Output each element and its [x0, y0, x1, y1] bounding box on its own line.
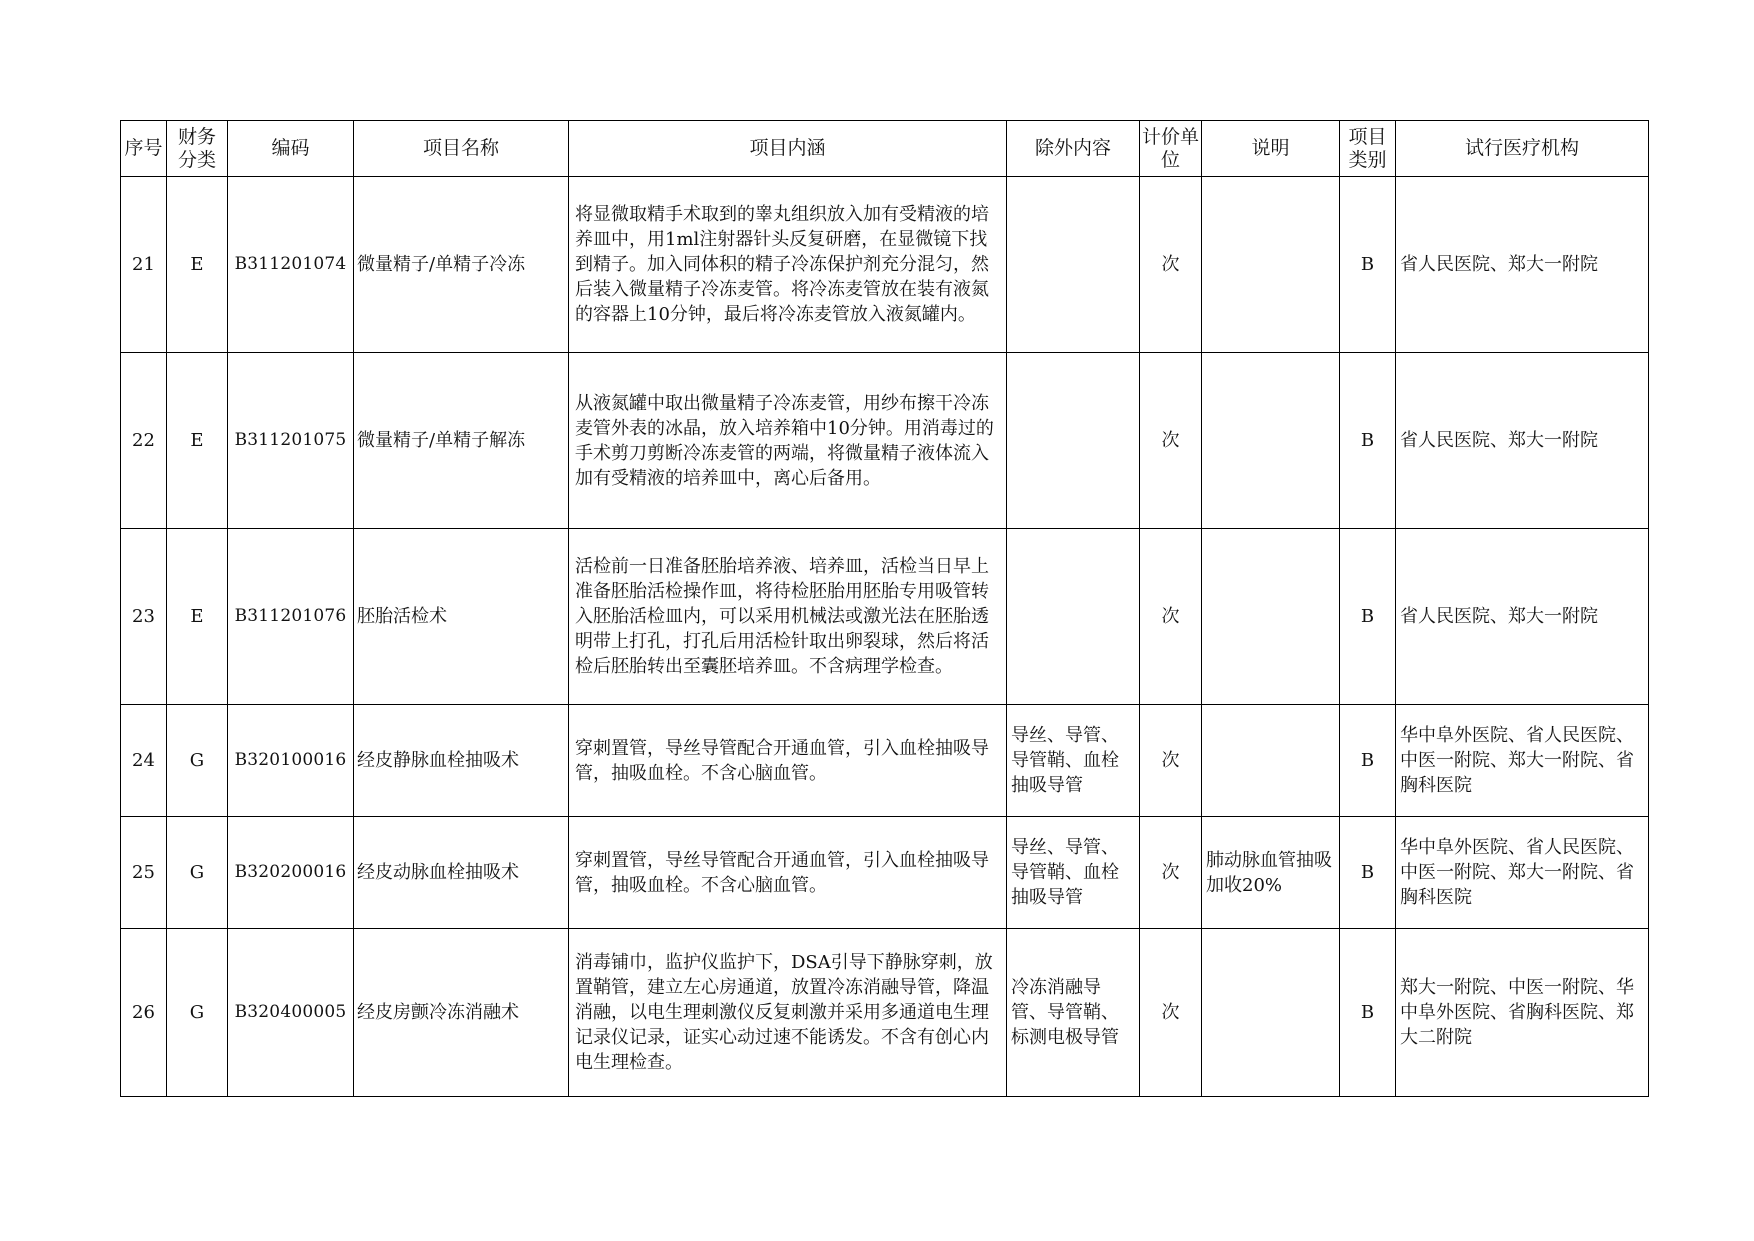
cell-finance-category: E [167, 353, 228, 529]
cell-excluded-content [1007, 177, 1140, 353]
cell-item-content: 穿刺置管，导丝导管配合开通血管，引入血栓抽吸导管，抽吸血栓。不含心脑血管。 [569, 817, 1007, 929]
cell-note [1202, 529, 1340, 705]
header-finance-category: 财务分类 [167, 121, 228, 177]
header-seq: 序号 [121, 121, 167, 177]
cell-item-name: 胚胎活检术 [354, 529, 569, 705]
table-header-row [121, 121, 1649, 177]
cell-finance-category: G [167, 817, 228, 929]
cell-seq: 23 [121, 529, 167, 705]
cell-seq: 26 [121, 929, 167, 1097]
cell-excluded-content [1007, 529, 1140, 705]
cell-finance-category: G [167, 929, 228, 1097]
header-item-type: 项目类别 [1340, 121, 1396, 177]
cell-item-name: 经皮静脉血栓抽吸术 [354, 705, 569, 817]
medical-fee-table [120, 120, 1649, 1097]
cell-code: B320200016 [228, 817, 354, 929]
cell-note [1202, 177, 1340, 353]
cell-code: B311201074 [228, 177, 354, 353]
cell-note: 肺动脉血管抽吸加收20% [1202, 817, 1340, 929]
cell-item-content: 从液氮罐中取出微量精子冷冻麦管，用纱布擦干冷冻麦管外表的冰晶，放入培养箱中10分钟。用消毒过的手术剪刀剪断冷冻麦管的两端，将微量精子液体流入加有受精液的培养皿中，离心后备用。 [569, 353, 1007, 529]
cell-item-content: 活检前一日准备胚胎培养液、培养皿，活检当日早上准备胚胎活检操作皿，将待检胚胎用胚胎专用吸管转入胚胎活检皿内，可以采用机械法或激光法在胚胎透明带上打孔，打孔后用活检针取出卵裂球，然后将活检后胚胎转出至囊胚培养皿。不含病理学检查。 [569, 529, 1007, 705]
table-row [121, 817, 1649, 929]
table-row [121, 353, 1649, 529]
cell-excluded-content: 导丝、导管、导管鞘、血栓抽吸导管 [1007, 817, 1140, 929]
header-item-name: 项目名称 [354, 121, 569, 177]
header-code: 编码 [228, 121, 354, 177]
cell-code: B320100016 [228, 705, 354, 817]
cell-item-name: 微量精子/单精子冷冻 [354, 177, 569, 353]
cell-code: B320400005 [228, 929, 354, 1097]
cell-finance-category: E [167, 529, 228, 705]
cell-item-type: B [1340, 705, 1396, 817]
cell-item-name: 微量精子/单精子解冻 [354, 353, 569, 529]
cell-pricing-unit: 次 [1140, 529, 1202, 705]
header-pilot-hospitals: 试行医疗机构 [1396, 121, 1649, 177]
table-row [121, 529, 1649, 705]
cell-note [1202, 929, 1340, 1097]
cell-code: B311201076 [228, 529, 354, 705]
cell-item-name: 经皮动脉血栓抽吸术 [354, 817, 569, 929]
cell-item-content: 消毒铺巾，监护仪监护下，DSA引导下静脉穿刺，放置鞘管，建立左心房通道，放置冷冻消融导管，降温消融，以电生理刺激仪反复刺激并采用多通道电生理记录仪记录，证实心动过速不能诱发。不含有创心内电生理检查。 [569, 929, 1007, 1097]
cell-pilot-hospitals: 华中阜外医院、省人民医院、中医一附院、郑大一附院、省胸科医院 [1396, 705, 1649, 817]
cell-pricing-unit: 次 [1140, 929, 1202, 1097]
cell-pilot-hospitals: 华中阜外医院、省人民医院、中医一附院、郑大一附院、省胸科医院 [1396, 817, 1649, 929]
cell-excluded-content: 冷冻消融导管、导管鞘、标测电极导管 [1007, 929, 1140, 1097]
header-pricing-unit: 计价单位 [1140, 121, 1202, 177]
table-row [121, 929, 1649, 1097]
header-excluded-content: 除外内容 [1007, 121, 1140, 177]
cell-excluded-content: 导丝、导管、导管鞘、血栓抽吸导管 [1007, 705, 1140, 817]
cell-code: B311201075 [228, 353, 354, 529]
cell-seq: 22 [121, 353, 167, 529]
cell-pricing-unit: 次 [1140, 177, 1202, 353]
header-note: 说明 [1202, 121, 1340, 177]
cell-item-type: B [1340, 929, 1396, 1097]
cell-item-type: B [1340, 529, 1396, 705]
cell-item-name: 经皮房颤冷冻消融术 [354, 929, 569, 1097]
cell-item-content: 穿刺置管，导丝导管配合开通血管，引入血栓抽吸导管，抽吸血栓。不含心脑血管。 [569, 705, 1007, 817]
cell-excluded-content [1007, 353, 1140, 529]
cell-seq: 21 [121, 177, 167, 353]
cell-finance-category: G [167, 705, 228, 817]
cell-pilot-hospitals: 省人民医院、郑大一附院 [1396, 353, 1649, 529]
cell-item-type: B [1340, 353, 1396, 529]
table-row [121, 705, 1649, 817]
cell-note [1202, 353, 1340, 529]
cell-pilot-hospitals: 省人民医院、郑大一附院 [1396, 529, 1649, 705]
cell-item-type: B [1340, 177, 1396, 353]
header-item-content: 项目内涵 [569, 121, 1007, 177]
cell-note [1202, 705, 1340, 817]
cell-item-content: 将显微取精手术取到的睾丸组织放入加有受精液的培养皿中，用1ml注射器针头反复研磨，在显微镜下找到精子。加入同体积的精子冷冻保护剂充分混匀，然后装入微量精子冷冻麦管。将冷冻麦管放在装有液氮的容器上10分钟，最后将冷冻麦管放入液氮罐内。 [569, 177, 1007, 353]
cell-finance-category: E [167, 177, 228, 353]
cell-pricing-unit: 次 [1140, 353, 1202, 529]
cell-item-type: B [1340, 817, 1396, 929]
cell-pricing-unit: 次 [1140, 705, 1202, 817]
cell-pilot-hospitals: 郑大一附院、中医一附院、华中阜外医院、省胸科医院、郑大二附院 [1396, 929, 1649, 1097]
cell-pricing-unit: 次 [1140, 817, 1202, 929]
cell-pilot-hospitals: 省人民医院、郑大一附院 [1396, 177, 1649, 353]
cell-seq: 25 [121, 817, 167, 929]
cell-seq: 24 [121, 705, 167, 817]
table-row [121, 177, 1649, 353]
